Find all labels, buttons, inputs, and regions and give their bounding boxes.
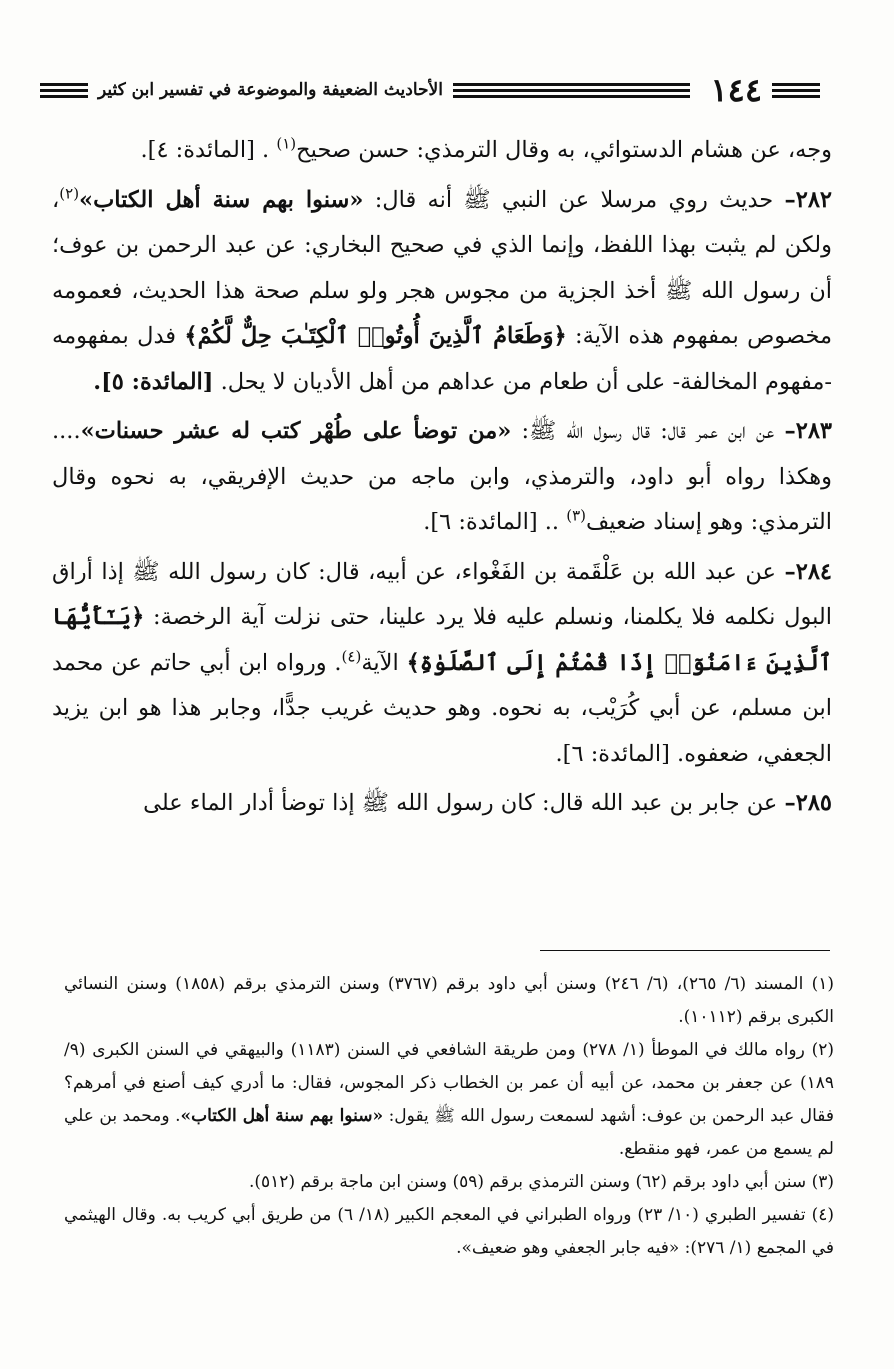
hadith-number: ٢٨٢– [784, 186, 832, 213]
hadith-quote: «من توضأ على طُهْر كتب له عشر حسنات» [80, 418, 512, 444]
hadith-number: ٢٨٣– [784, 418, 832, 444]
footnote-label: (٢) [811, 1040, 834, 1060]
quran-verse: ﴿يَـٰٓأَيُّهَا ٱلَّذِينَ ءَامَنُوٓا۟ إِذَا قُمْتُمْ إِلَى ٱلصَّلَوٰةِ﴾ [52, 604, 832, 676]
footnote-1: (١) المسند (٦/ ٢٦٥)، (٦/ ٢٤٦) وسنن أبي داود برقم (٣٧٦٧) وسنن الترمذي برقم (١٨٥٨) وسنن النسائي الكبرى برقم (١٠١١٢). [64, 974, 834, 1027]
paragraph-continuation: وجه، عن هشام الدستوائي، به وقال الترمذي: حسن صحيح$^{(١)}$ . [المائدة: ٤]. [140, 134, 832, 163]
footnote-ref-4: (٤) [341, 647, 362, 665]
page-number: ١٤٤ [710, 71, 762, 109]
footnote-2: (٢) رواه مالك في الموطأ (١/ ٢٧٨) ومن طريقة الشافعي في السنن (١١٨٣) والبيهقي في السنن الكبرى (٩/ ١٨٩) عن جعفر بن محمد، عن أبيه أن عمر بن الخطاب ذكر المجوس، فقال: ما أدري كيف أصنع في أمرهم؟ فقال عبد الرحمن بن عوف: أشهد لسمعت رسول الله ﷺ يقول: «سنوا بهم سنة أهل الكتاب». ومحمد بن علي لم يسمع من عمر، فهو منقطع. [64, 1040, 835, 1159]
hadith-number: ٢٨٥– [784, 790, 832, 816]
header-ornament-left [40, 83, 88, 98]
hadith-282: ٢٨٢– حديث روي مرسلا عن النبي ﷺ أنه قال: «سنوا بهم سنة أهل الكتاب»$^{(٢)}$، ولكن لم يثبت بهذا اللفظ، وإنما الذي في صحيح البخاري: عن عبد الرحمن بن عوف؛ أن رسول الله ﷺ أخذ الجزية من مجوس هجر ولو سلم صحة هذا الحديث، فعمومه مخصوص بمفهوم هذه الآية: ﴿وَطَعَامُ ٱلَّذِينَ أُوتُوا۟ ٱلْكِتَـٰبَ حِلٌّ لَّكُمْ﴾ فدل بمفهومه -مفهوم المخالفة- على أن طعام من عداهم من أهل الأديان لا يحل. [المائدة: ٥]. [52, 184, 833, 395]
footnote-ref-1: (١) [276, 134, 297, 153]
footnote-ref-2: (٢) [59, 184, 80, 202]
surah-reference: [المائدة: ٥]. [93, 368, 214, 395]
footnotes [64, 968, 834, 1265]
footnote-3: (٣) سنن أبي داود برقم (٦٢) وسنن الترمذي برقم (٥٩) وسنن ابن ماجة برقم (٥١٢). [248, 1172, 834, 1192]
header-ornament-right [772, 83, 820, 98]
hadith-285: ٢٨٥– عن جابر بن عبد الله قال: كان رسول الله ﷺ إذا توضأ أدار الماء على [143, 790, 832, 816]
page-header [40, 72, 820, 108]
footnote-label: (٤) [811, 1205, 834, 1225]
footnote-label: (٣) [811, 1172, 834, 1192]
footnote-label: (١) [811, 974, 834, 994]
quran-verse: ﴿وَطَعَامُ ٱلَّذِينَ أُوتُوا۟ ٱلْكِتَـٰبَ حِلٌّ لَّكُمْ﴾ [184, 323, 567, 349]
footnote-separator [540, 950, 830, 951]
footnote-ref-3: (٣) [566, 506, 587, 525]
hadith-quote: «سنوا بهم سنة أهل الكتاب» [79, 186, 364, 213]
footnote-4: (٤) تفسير الطبري (١٠/ ٢٣) ورواه الطبراني في المعجم الكبير (١٨/ ٦) من طريق أبي كريب به. وقال الهيثمي في المجمع (١/ ٢٧٦): «فيه جابر الجعفي وهو ضعيف». [64, 1205, 834, 1258]
header-rule [453, 83, 691, 98]
hadith-quote: «سنوا بهم سنة أهل الكتاب» [180, 1106, 384, 1126]
book-title: الأحاديث الضعيفة والموضوعة في تفسير ابن كثير [98, 80, 443, 100]
hadith-number: ٢٨٤– [784, 558, 832, 585]
hadith-283: ٢٨٣– عن ابن عمر قال: قال رسول الله ﷺ: «من توضأ على طُهْر كتب له عشر حسنات».... وهكذا رواه أبو داود، والترمذي، وابن ماجه من حديث الإفريقي، به نحوه وقال الترمذي: وهو إسناد ضعيف$^{(٣)}$ .. [المائدة: ٦]. [52, 418, 832, 535]
main-text [52, 128, 832, 831]
hadith-284: ٢٨٤– عن عبد الله بن عَلْقَمة بن الفَغْواء، عن أبيه، قال: كان رسول الله ﷺ إذا أراق البول نكلمه فلا يكلمنا، ونسلم عليه فلا يرد علينا، حتى نزلت آية الرخصة: ﴿يَـٰٓأَيُّهَا ٱلَّذِينَ ءَامَنُوٓا۟ إِذَا قُمْتُمْ إِلَى ٱلصَّلَوٰةِ﴾ الآية$^{(٤)}$. ورواه ابن أبي حاتم عن محمد ابن مسلم، عن أبي كُرَيْب، به نحوه. وهو حديث غريب جدًّا، وجابر هذا هو ابن يزيد الجعفي، ضعفوه. [المائدة: ٦]. [52, 558, 833, 767]
